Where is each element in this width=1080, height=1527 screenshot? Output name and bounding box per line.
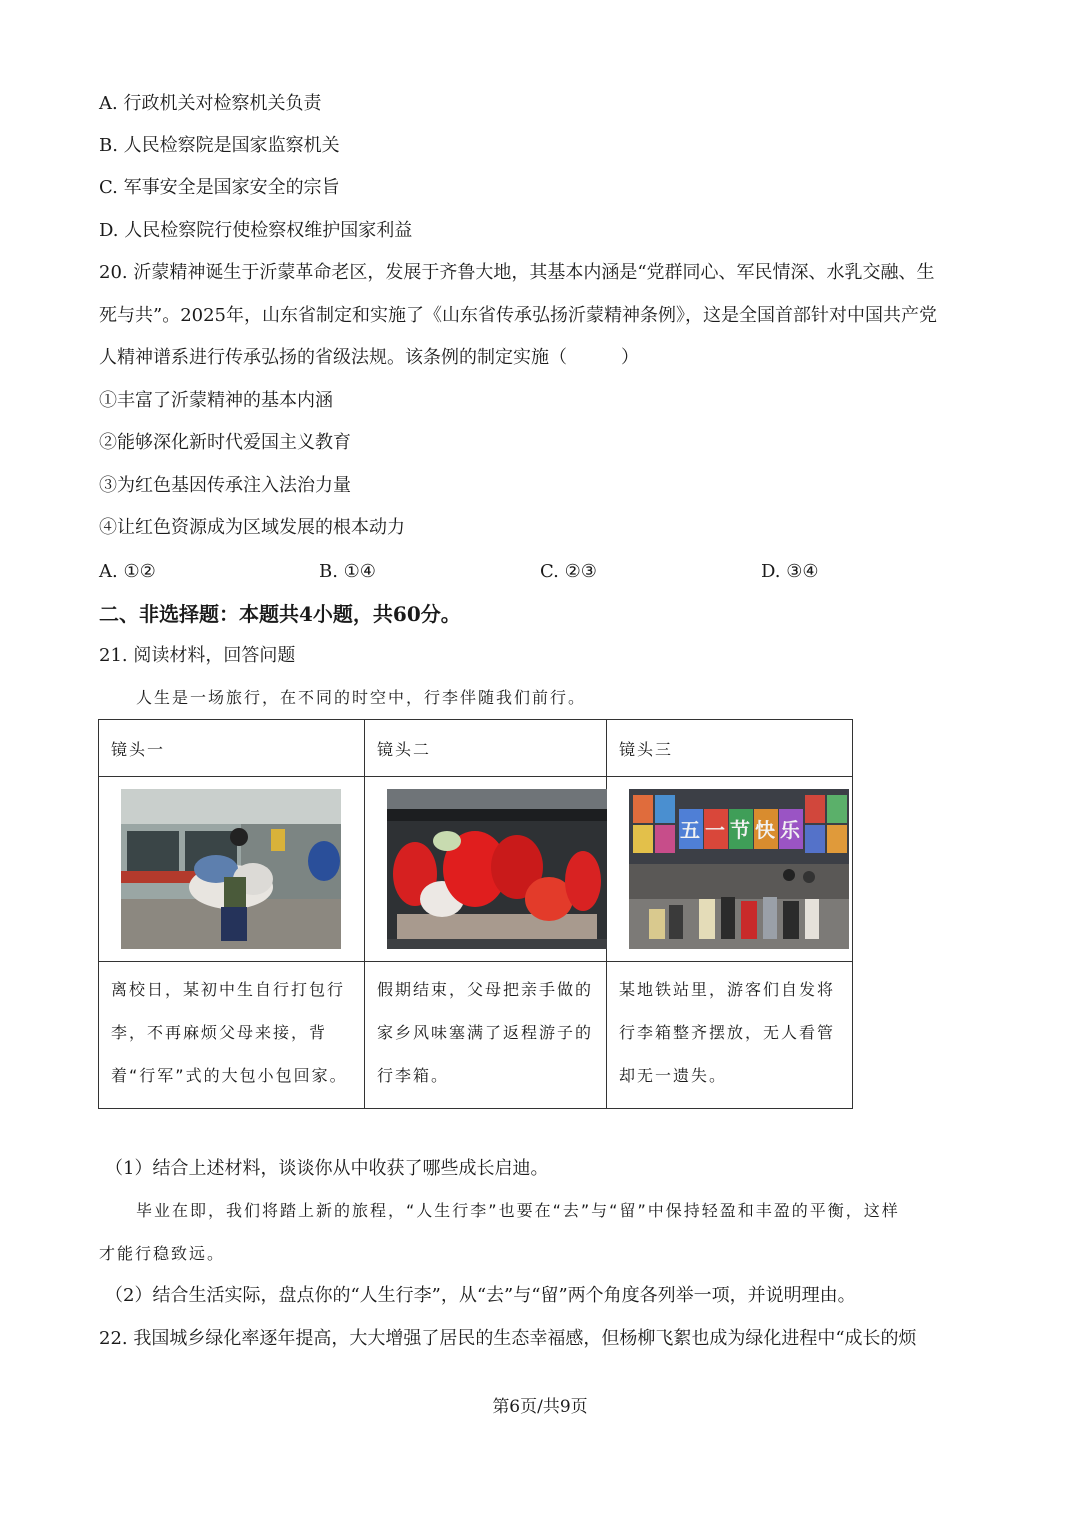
q22-stem-start: 22. 我国城乡绿化率逐年提高，大大增强了居民的生态幸福感，但杨柳飞絮也成为绿化进程中“成长的烦: [99, 1328, 917, 1349]
q20-statement-4: ④让红色资源成为区域发展的根本动力: [99, 517, 405, 538]
material-table: [98, 719, 853, 1109]
section-2-title: 二、非选择题：本题共4小题，共60分。: [99, 602, 461, 626]
photo-subway-luggage: [629, 789, 849, 949]
q20-stem-line-2: 死与共”。2025年，山东省制定和实施了《山东省传承弘扬沂蒙精神条例》，这是全国首部针对中国共产党: [99, 305, 938, 326]
q19-option-a: A. 行政机关对检察机关负责: [99, 93, 322, 114]
sign-character: 乐: [780, 818, 802, 842]
q20-stem-line-1: 20. 沂蒙精神诞生于沂蒙革命老区，发展于齐鲁大地，其基本内涵是“党群同心、军民情深、水乳交融、生: [99, 262, 935, 283]
sign-character: 节: [730, 818, 752, 842]
q20-option-c: C. ②③: [540, 561, 597, 582]
q20-option-b: B. ①④: [319, 561, 376, 582]
q19-option-b: B. 人民检察院是国家监察机关: [99, 135, 340, 156]
q20-statement-3: ③为红色基因传承注入法治力量: [99, 475, 351, 496]
q20-option-a: A. ①②: [99, 561, 156, 582]
q20-option-d: D. ③④: [761, 561, 819, 582]
q21-paragraph-line-2: 才能行稳致远。: [99, 1244, 226, 1263]
table-desc-3: 某地铁站里，游客们自发将行李箱整齐摆放，无人看管却无一遗失。: [607, 962, 853, 1109]
q19-option-d: D. 人民检察院行使检察权维护国家利益: [99, 220, 413, 241]
q21-paragraph-line-1: 毕业在即，我们将踏上新的旅程，“人生行李”也要在“去”与“留”中保持轻盈和丰盈的平衡，这样: [136, 1201, 900, 1220]
q21-intro: 人生是一场旅行，在不同的时空中，行李伴随我们前行。: [136, 688, 587, 707]
q21-sub-question-1: （1）结合上述材料，谈谈你从中收获了哪些成长启迪。: [105, 1158, 549, 1179]
photo-car-trunk: [387, 789, 607, 949]
q19-option-c: C. 军事安全是国家安全的宗旨: [99, 177, 340, 198]
page-footer: 第6页/共9页: [492, 1397, 588, 1417]
q20-stem-line-3: 人精神谱系进行传承弘扬的省级法规。该条例的制定实施（ ）: [99, 347, 639, 368]
table-desc-2: 假期结束，父母把亲手做的家乡风味塞满了返程游子的行李箱。: [365, 962, 607, 1109]
table-header-1: 镜头一: [99, 720, 365, 777]
table-header-2: 镜头二: [365, 720, 607, 777]
sign-character: 快: [755, 818, 777, 842]
sign-character: 五: [680, 818, 702, 842]
photo-subway-student: [121, 789, 341, 949]
q20-statement-2: ②能够深化新时代爱国主义教育: [99, 432, 351, 453]
table-header-3: 镜头三: [607, 720, 853, 777]
q20-statement-1: ①丰富了沂蒙精神的基本内涵: [99, 390, 333, 411]
table-desc-1: 离校日，某初中生自行打包行李，不再麻烦父母来接，背着“行军”式的大包小包回家。: [99, 962, 365, 1109]
sign-character: 一: [705, 818, 727, 842]
q21-stem: 21. 阅读材料，回答问题: [99, 645, 296, 666]
q21-sub-question-2: （2）结合生活实际，盘点你的“人生行李”，从“去”与“留”两个角度各列举一项，并说明理由。: [105, 1285, 856, 1306]
